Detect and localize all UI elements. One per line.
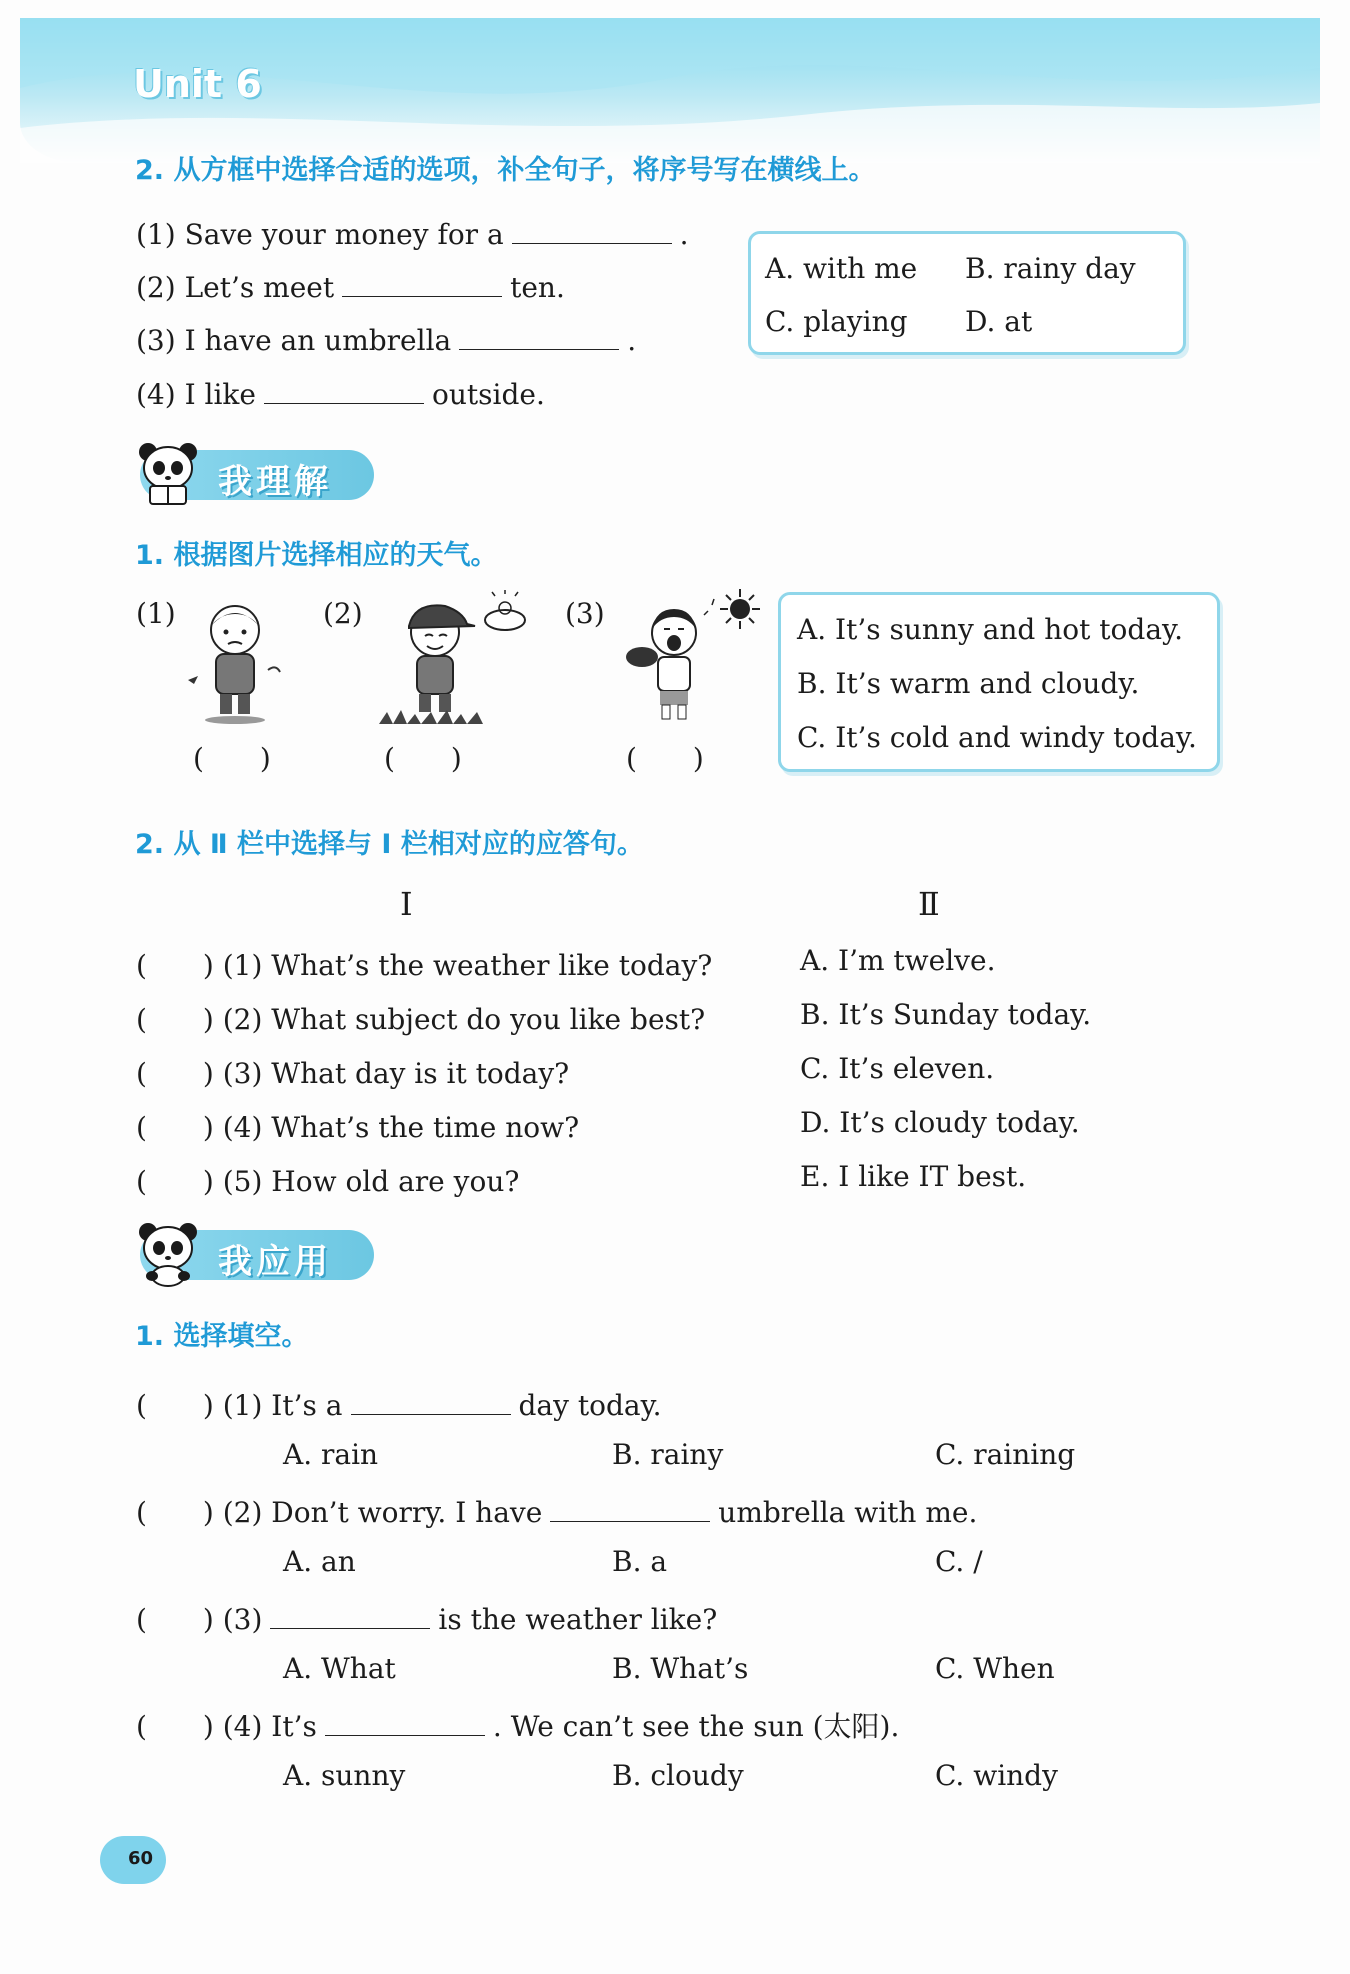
match-question-4[interactable]: ( ) (4) What’s the time now? (136, 1111, 580, 1144)
choice-item-2 (136, 1491, 977, 1531)
match-question-2[interactable]: ( ) (2) What subject do you like best? (136, 1003, 706, 1036)
line-text: (2) Let’s meet (136, 271, 335, 304)
option-c: C. playing (765, 305, 908, 338)
match-question-5[interactable]: ( ) (5) How old are you? (136, 1165, 520, 1198)
match-question-1[interactable]: ( ) (1) What’s the weather like today? (136, 949, 713, 982)
page-number-badge (100, 1836, 166, 1884)
choice-3-option-c: C. When (935, 1652, 1055, 1685)
answer-blank[interactable] (550, 1520, 710, 1522)
item-text[interactable]: ( ) (1) It’s a (136, 1389, 343, 1422)
choice-1-option-b: B. rainy (612, 1438, 724, 1471)
column-i-header: Ⅰ (400, 885, 413, 923)
choice-4-option-a: A. sunny (283, 1759, 406, 1792)
cold-windy-boy-icon (180, 600, 290, 725)
understand-q2-heading: 2. 从 Ⅱ 栏中选择与 Ⅰ 栏相对应的应答句。 (135, 829, 644, 860)
picture-answer-2[interactable]: ( ) (384, 742, 462, 775)
section-badge-understand (140, 450, 374, 500)
answer-blank[interactable] (270, 1627, 430, 1629)
line-text: (1) Save your money for a (136, 218, 504, 251)
answer-blank[interactable] (264, 402, 424, 404)
match-answer-a: A. I’m twelve. (800, 944, 996, 977)
match-question-3[interactable]: ( ) (3) What day is it today? (136, 1057, 570, 1090)
answer-blank[interactable] (325, 1734, 485, 1736)
weather-option-box (778, 592, 1220, 772)
match-answer-d: D. It’s cloudy today. (800, 1106, 1080, 1139)
line-text: ten. (510, 271, 565, 304)
choice-item-3 (136, 1598, 717, 1638)
match-answer-b: B. It’s Sunday today. (800, 998, 1092, 1031)
item-text: . We can’t see the sun (太阳). (492, 1710, 900, 1743)
column-ii-header: Ⅱ (918, 885, 940, 923)
weather-option-c: C. It’s cold and windy today. (797, 721, 1197, 754)
choice-3-option-a: A. What (283, 1652, 396, 1685)
warm-cloudy-boy-icon (375, 590, 535, 728)
part-a-heading: 2. 从方框中选择合适的选项，补全句子，将序号写在横线上。 (135, 155, 876, 186)
answer-blank[interactable] (342, 295, 502, 297)
part-a-line-2 (136, 271, 565, 304)
picture-label-2: (2) (323, 597, 363, 630)
part-a-line-1 (136, 218, 689, 251)
line-text: (4) I like (136, 378, 256, 411)
weather-option-a: A. It’s sunny and hot today. (797, 613, 1184, 646)
choice-1-option-c: C. raining (935, 1438, 1076, 1471)
answer-blank[interactable] (459, 348, 619, 350)
choice-item-1 (136, 1384, 662, 1424)
part-a-line-4 (136, 378, 545, 411)
answer-blank[interactable] (512, 242, 672, 244)
sunny-hot-boy-icon (612, 585, 762, 725)
understand-q1-heading: 1. 根据图片选择相应的天气。 (135, 540, 498, 571)
match-answer-e: E. I like IT best. (800, 1160, 1027, 1193)
item-text: is the weather like? (438, 1603, 718, 1636)
item-text[interactable]: ( ) (4) It’s (136, 1710, 317, 1743)
item-text[interactable]: ( ) (3) (136, 1603, 263, 1636)
line-text: . (627, 324, 637, 357)
picture-answer-1[interactable]: ( ) (193, 742, 271, 775)
line-text: (3) I have an umbrella (136, 324, 452, 357)
section-badge-apply (140, 1230, 374, 1280)
item-text[interactable]: ( ) (2) Don’t worry. I have (136, 1496, 543, 1529)
choice-2-option-b: B. a (612, 1545, 668, 1578)
section-badge-label: 我理解 (218, 462, 332, 502)
answer-blank[interactable] (351, 1413, 511, 1415)
line-text: . (679, 218, 689, 251)
picture-label-1: (1) (136, 597, 176, 630)
option-box-a (748, 231, 1186, 355)
part-a-line-3 (136, 324, 636, 357)
panda-reading-icon (132, 440, 204, 508)
section-badge-label: 我应用 (218, 1242, 332, 1282)
choice-2-option-a: A. an (283, 1545, 356, 1578)
choice-4-option-c: C. windy (935, 1759, 1058, 1792)
line-text: outside. (431, 378, 545, 411)
choice-2-option-c: C. / (935, 1545, 983, 1578)
picture-label-3: (3) (565, 597, 605, 630)
picture-answer-3[interactable]: ( ) (626, 742, 704, 775)
option-d: D. at (965, 305, 1033, 338)
choice-item-4 (136, 1705, 899, 1745)
unit-title: Unit 6 (133, 62, 262, 106)
choice-1-option-a: A. rain (283, 1438, 379, 1471)
apply-q1-heading: 1. 选择填空。 (135, 1321, 309, 1352)
choice-3-option-b: B. What’s (612, 1652, 749, 1685)
option-b: B. rainy day (965, 252, 1136, 285)
choice-4-option-b: B. cloudy (612, 1759, 744, 1792)
weather-option-b: B. It’s warm and cloudy. (797, 667, 1140, 700)
match-answer-c: C. It’s eleven. (800, 1052, 995, 1085)
page-number: 60 (128, 1848, 154, 1869)
item-text: day today. (518, 1389, 662, 1422)
panda-icon (132, 1220, 204, 1288)
item-text: umbrella with me. (718, 1496, 978, 1529)
option-a: A. with me (765, 252, 918, 285)
